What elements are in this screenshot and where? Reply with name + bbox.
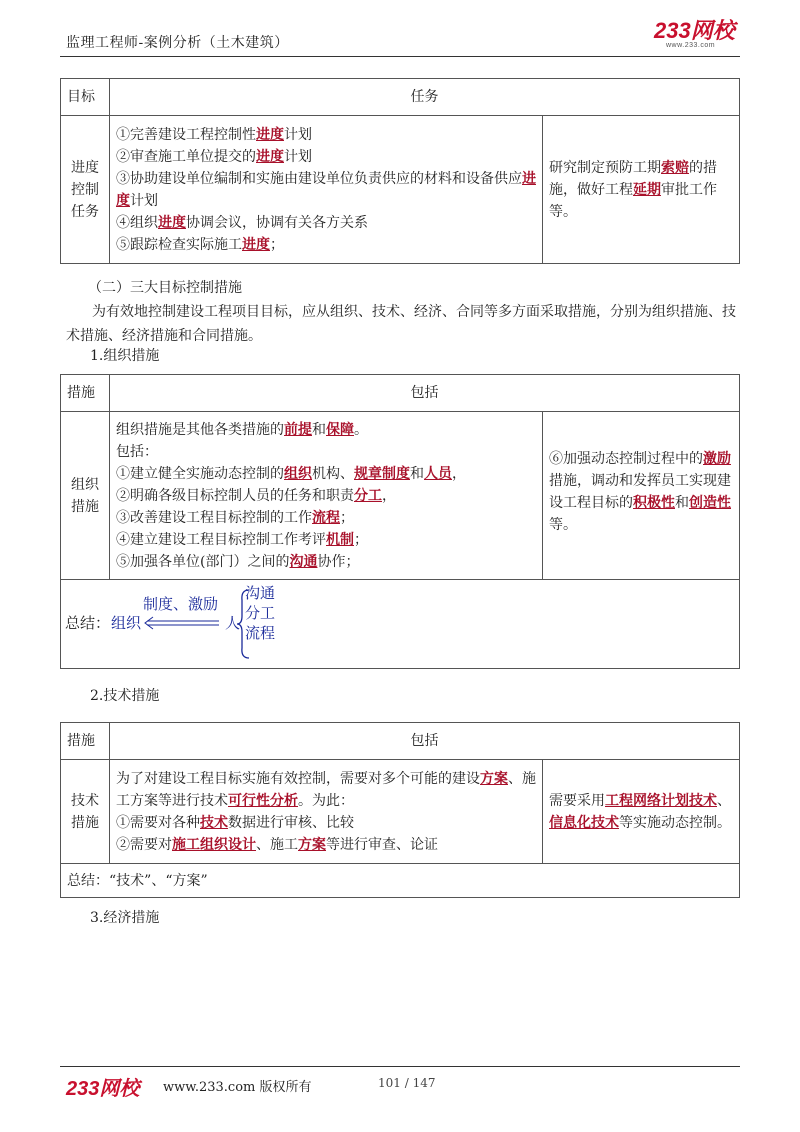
- footer-logo: 233网校: [66, 1078, 140, 1100]
- col-header-include: 包括: [110, 375, 740, 412]
- brand-logo: 233网校: [654, 18, 735, 43]
- summary-list: [245, 584, 275, 644]
- task-item: ①完善建设工程控制性进度计划: [116, 126, 312, 143]
- measure-item: ②需要对施工组织设计、施工方案等进行审查、论证: [116, 836, 438, 853]
- col-header-measure: 措施: [61, 723, 110, 760]
- measure-item: ③改善建设工程目标控制的工作流程；: [116, 509, 354, 526]
- tech-summary: 总结：“技术”、“方案”: [61, 864, 740, 898]
- progress-task-list: [110, 116, 543, 264]
- measure-item: ①需要对各种技术数据进行审核、比较: [116, 814, 354, 831]
- org-measure-list: 组织措施是其他各类措施的前提和保障。 包括： ①建立健全实施动态控制的组织机构、规章制度和人员， ②明确各级目标控制人员的任务和职责分工， ③改善建设工程目标控制的工作流程； ④建立建设工程目标控制工作考评机制； ⑤加强各单位(部门）之间的沟通协作；: [110, 412, 543, 580]
- col-header-include: 包括: [110, 723, 740, 760]
- summary-arrow-label: 制度、激励: [143, 596, 219, 613]
- measure-item: ②明确各级目标控制人员的任务和职责分工，: [116, 487, 396, 504]
- task-item: ②审查施工单位提交的进度计划: [116, 148, 312, 165]
- summary-item: 沟通: [245, 585, 276, 602]
- row-label-tech: 技术 措施: [61, 760, 110, 864]
- org-measures-table: [60, 374, 740, 669]
- col-header-goal: 目标: [61, 79, 110, 116]
- section-paragraph: 为有效地控制建设工程项目目标，应从组织、技术、经济、合同等多方面采取措施，分别为组织措施、技术措施、经济措施和合同措施。: [66, 304, 736, 344]
- header-rule: [60, 56, 740, 57]
- footer-copyright: www.233.com 版权所有: [163, 1080, 312, 1095]
- col-header-measure: 措施: [61, 375, 110, 412]
- page-number: 101 / 147: [378, 1076, 436, 1090]
- row-label-org: 组织 措施: [61, 412, 110, 580]
- summary-label: 总结：: [65, 615, 111, 632]
- col-header-task: 任务: [110, 79, 740, 116]
- subheading-org: 1.组织措施: [90, 348, 160, 364]
- subheading-econ: 3.经济措施: [90, 910, 160, 926]
- summary-item: 分工: [245, 605, 276, 622]
- summary-org: 组织: [111, 615, 142, 632]
- measure-item: ①建立健全实施动态控制的组织机构、规章制度和人员，: [116, 465, 466, 482]
- section-heading: （二）三大目标控制措施: [88, 280, 242, 296]
- progress-control-table: [60, 78, 740, 264]
- document-title: 监理工程师-案例分析（土木建筑）: [66, 35, 289, 51]
- tech-measure-list: 为了对建设工程目标实施有效控制，需要对多个可能的建设方案、施工方案等进行技术可行性分析。为此： ①需要对各种技术数据进行审核、比较 ②需要对施工组织设计、施工方案等进行审查、论证: [110, 760, 543, 864]
- double-arrow-icon: [143, 616, 223, 632]
- tech-dynamic-cell: 需要采用工程网络计划技术、信息化技术等实施动态控制。: [543, 760, 740, 864]
- subheading-tech: 2.技术措施: [90, 688, 160, 704]
- brand-url: www.233.com: [666, 42, 716, 49]
- org-incentive-cell: ⑥加强动态控制过程中的激励措施，调动和发挥员工实现建设工程目标的积极性和创造性等。: [543, 412, 740, 580]
- tech-measures-table: [60, 722, 740, 898]
- task-item: ③协助建设单位编制和实施由建设单位负责供应的材料和设备供应进度计划: [116, 170, 536, 209]
- summary-people: 人: [225, 615, 241, 632]
- progress-claim-cell: 研究制定预防工期索赔的措施，做好工程延期审批工作等。: [543, 116, 740, 264]
- measure-item: ④建立建设工程目标控制工作考评机制；: [116, 531, 368, 548]
- task-item: ⑤跟踪检查实际施工进度；: [116, 236, 284, 253]
- summary-item: 流程: [245, 625, 276, 642]
- task-item: ④组织进度协调会议，协调有关各方关系: [116, 214, 368, 231]
- measure-item: ⑤加强各单位(部门）之间的沟通协作；: [116, 553, 360, 570]
- org-summary-cell: [61, 580, 740, 669]
- footer-rule: [60, 1066, 740, 1067]
- row-label-progress: 进度 控制 任务: [61, 116, 110, 264]
